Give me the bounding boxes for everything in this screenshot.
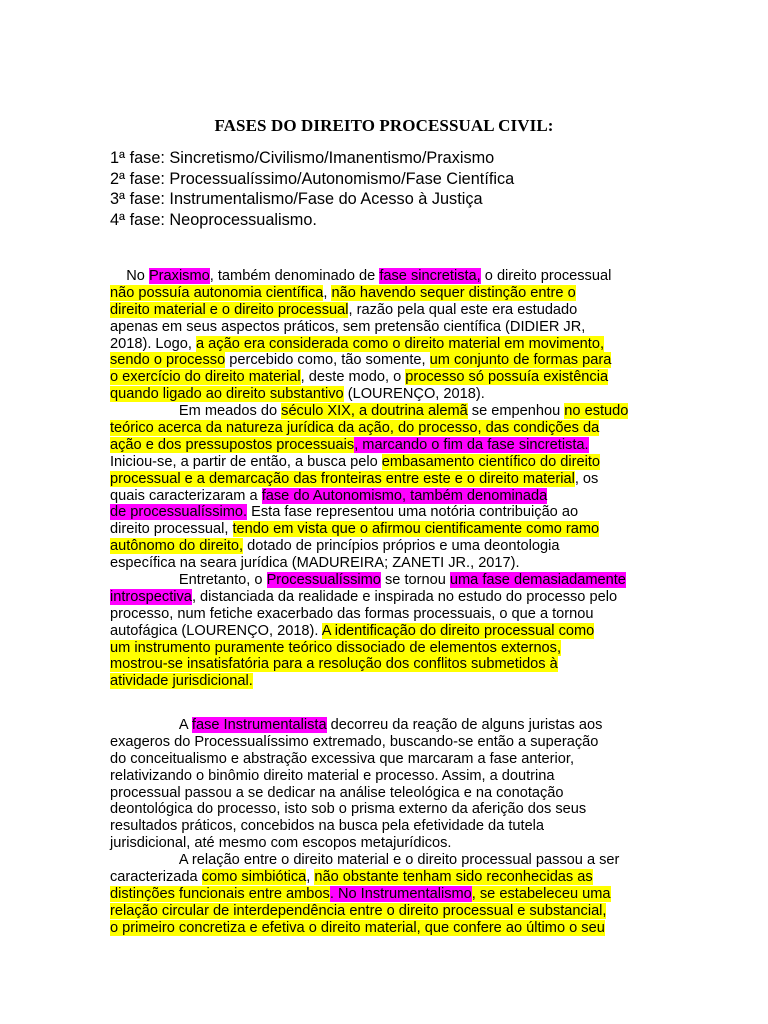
highlight-yellow: mostrou-se insatisfatória para a resolução dos conflitos submetidos à <box>110 656 558 673</box>
highlight-magenta: Praxismo <box>148 268 210 284</box>
text-line <box>110 420 670 437</box>
highlight-magenta: de processualíssimo. <box>110 504 248 521</box>
highlight-magenta: fase Instrumentalista <box>191 717 327 733</box>
highlight-yellow: o primeiro concretiza e efetiva o direito material, que confere ao último o seu <box>110 919 605 936</box>
text-line <box>110 785 670 802</box>
highlight-yellow: processo só possuía existência <box>405 369 609 386</box>
highlight-yellow: não possuía autonomia científica <box>110 284 324 301</box>
text-segment: quais caracterizaram a <box>110 487 262 504</box>
text-line <box>110 801 670 818</box>
highlight-yellow: , se estabeleceu uma <box>471 885 611 902</box>
text-segment: , os <box>574 470 599 487</box>
highlight-yellow: autônomo do direito, <box>110 538 244 555</box>
text-line <box>110 717 670 734</box>
text-line <box>110 437 670 454</box>
text-segment: deontológica do processo, isto sob o prisma externo da aferição dos seus <box>110 801 587 818</box>
text-line <box>110 386 670 403</box>
highlight-yellow: quando ligado ao direito substantivo <box>110 386 344 403</box>
text-segment: decorreu da reação de alguns juristas aos <box>326 717 603 733</box>
text-segment: Esta fase representou uma notória contribuição ao <box>247 504 579 521</box>
text-segment: Em meados do <box>110 403 282 420</box>
highlight-magenta: fase sincretista, <box>379 268 481 284</box>
text-segment: o direito processual <box>480 268 612 284</box>
text-segment: exageros do Processualíssimo extremado, buscando-se então a superação <box>110 733 599 750</box>
text-line <box>110 640 670 657</box>
text-line <box>110 656 670 673</box>
highlight-yellow: a ação era considerada como o direito material em movimento, <box>196 335 605 352</box>
highlight-yellow: embasamento científico do direito <box>381 453 600 470</box>
highlight-magenta: introspectiva <box>110 588 192 605</box>
text-segment: (LOURENÇO, 2018). <box>343 386 485 403</box>
text-line <box>110 302 670 319</box>
text-line <box>110 751 670 768</box>
highlight-yellow: não obstante tenham sido reconhecidas as <box>314 869 593 886</box>
text-line <box>110 852 670 869</box>
text-segment: A relação entre o direito material e o direito processual passou a ser <box>110 852 620 869</box>
text-segment: processo, num fetiche exacerbado das formas processuais, o que a tornou <box>110 605 594 622</box>
text-segment: se empenhou <box>467 403 565 420</box>
text-line <box>110 886 670 903</box>
text-line <box>110 572 670 589</box>
text-segment: caracterizada <box>110 869 202 886</box>
highlight-yellow: atividade jurisdicional. <box>110 673 253 690</box>
highlight-magenta: . No Instrumentalismo <box>329 885 472 902</box>
text-line <box>110 768 670 785</box>
text-line <box>110 835 670 852</box>
highlight-magenta: uma fase demasiadamente <box>449 572 626 589</box>
highlight-yellow: processual e a demarcação das fronteiras entre este e o direito material <box>110 470 575 487</box>
highlight-yellow: um instrumento puramente teórico dissociado de elementos externos, <box>110 639 562 656</box>
text-line <box>110 903 670 920</box>
body-paragraphs-1 <box>110 268 670 690</box>
text-segment: , deste modo, o <box>300 369 406 386</box>
text-segment: , <box>323 284 332 301</box>
highlight-yellow: distinções funcionais entre ambos <box>110 885 330 902</box>
text-line <box>110 268 670 285</box>
highlight-yellow: o exercício do direito material <box>110 369 301 386</box>
text-line <box>110 673 670 690</box>
text-line <box>110 454 670 471</box>
text-segment: dotado de princípios próprios e uma deontologia <box>243 538 560 555</box>
highlight-yellow: relação circular de interdependência entre o direito processual e substancial, <box>110 902 607 919</box>
text-segment: autofágica (LOURENÇO, 2018). <box>110 622 322 639</box>
text-line <box>110 403 670 420</box>
text-line <box>110 488 670 505</box>
highlight-yellow: não havendo sequer distinção entre o <box>331 284 576 301</box>
highlight-yellow: como simbiótica <box>201 869 307 886</box>
document-title: FASES DO DIREITO PROCESSUAL CIVIL: <box>214 116 554 135</box>
text-segment: se tornou <box>380 572 450 589</box>
highlight-yellow: no estudo <box>564 403 629 420</box>
text-line <box>110 555 670 572</box>
highlight-yellow: A identificação do direito processual como <box>321 622 595 639</box>
text-segment: percebido como, tão somente, <box>225 352 430 369</box>
highlight-magenta: Processualíssimo <box>266 572 381 589</box>
highlight-magenta: , marcando o fim da fase sincretista. <box>354 436 589 453</box>
highlight-yellow: tendo em vista que o afirmou cientificamente como ramo <box>232 521 600 538</box>
text-line <box>110 734 670 751</box>
text-line <box>110 521 670 538</box>
text-line <box>110 471 670 488</box>
text-line <box>110 352 670 369</box>
text-segment: jurisdicional, até mesmo com escopos metajurídicos. <box>110 835 452 852</box>
text-segment: processual passou a se dedicar na análise teleológica e na conotação <box>110 784 564 801</box>
text-segment: relativizando o binômio direito material e processo. Assim, a doutrina <box>110 767 555 784</box>
text-line <box>110 818 670 835</box>
phase-item: 3ª fase: Instrumentalismo/Fase do Acesso à Justiça <box>110 190 483 208</box>
text-segment: A <box>110 717 192 733</box>
highlight-yellow: um conjunto de formas para <box>429 352 612 369</box>
text-line <box>110 319 670 336</box>
highlight-yellow: ação e dos pressupostos processuais <box>110 436 355 453</box>
text-line <box>110 869 670 886</box>
text-segment: direito processual, <box>110 521 233 538</box>
text-segment: , <box>306 869 315 886</box>
highlight-yellow: sendo o processo <box>110 352 226 369</box>
text-segment: específica na seara jurídica (MADUREIRA; ZANETI JR., 2017). <box>110 555 520 572</box>
text-line <box>110 504 670 521</box>
text-line <box>110 336 670 353</box>
phase-item: 1ª fase: Sincretismo/Civilismo/Imanentismo/Praxismo <box>110 149 495 167</box>
text-segment: Entretanto, o <box>110 572 267 589</box>
text-segment: , razão pela qual este era estudado <box>348 301 578 318</box>
text-segment: , distanciada da realidade e inspirada no estudo do processo pelo <box>191 588 618 605</box>
text-line <box>110 285 670 302</box>
text-line <box>110 538 670 555</box>
text-line <box>110 920 670 937</box>
highlight-yellow: teórico acerca da natureza jurídica da ação, do processo, das condições da <box>110 420 600 437</box>
text-segment: , também denominado de <box>209 268 380 284</box>
text-segment: apenas em seus aspectos práticos, sem pretensão científica (DIDIER JR, <box>110 318 586 335</box>
text-segment: No <box>110 268 149 284</box>
text-segment: Iniciou-se, a partir de então, a busca pelo <box>110 453 382 470</box>
text-segment: 2018). Logo, <box>110 335 197 352</box>
body-paragraphs-2 <box>110 717 670 937</box>
text-line <box>110 623 670 640</box>
highlight-magenta: fase do Autonomismo, também denominada <box>261 487 548 504</box>
text-segment: resultados práticos, concebidos na busca pela efetividade da tutela <box>110 818 545 835</box>
highlight-yellow: direito material e o direito processual <box>110 301 349 318</box>
phase-item: 4ª fase: Neoprocessualismo. <box>110 210 317 229</box>
text-line <box>110 589 670 606</box>
text-segment: do conceitualismo e abstração excessiva que marcaram a fase anterior, <box>110 750 574 767</box>
phases-list <box>110 148 514 230</box>
text-line <box>110 606 670 623</box>
text-line <box>110 369 670 386</box>
highlight-yellow: século XIX, a doutrina alemã <box>281 403 468 420</box>
phase-item: 2ª fase: Processualíssimo/Autonomismo/Fase Científica <box>110 169 515 188</box>
